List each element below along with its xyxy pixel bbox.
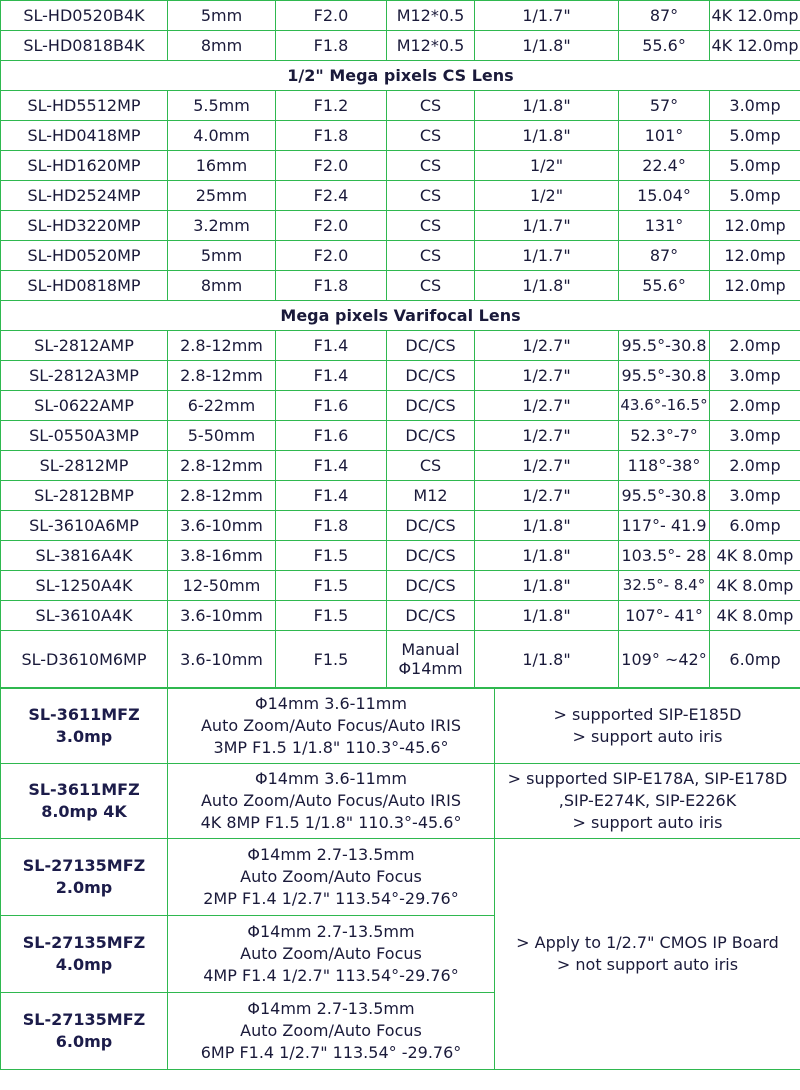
resolution-cell: 4K 8.0mp — [710, 571, 800, 601]
model-resolution: 4.0mp — [55, 955, 113, 974]
resolution-cell: 2.0mp — [710, 391, 800, 421]
model-cell: SL-HD1620MP — [1, 151, 168, 181]
model-name: SL-3611MFZ — [28, 780, 140, 799]
motorized-model-cell — [1, 916, 168, 993]
sensor-format-cell: 1/1.8" — [475, 601, 619, 631]
table-row — [1, 481, 800, 511]
model-cell: SL-HD0818B4K — [1, 31, 168, 61]
model-cell: SL-2812MP — [1, 451, 168, 481]
table-row — [1, 271, 800, 301]
focal-length-cell: 5mm — [168, 241, 276, 271]
note-line: > Apply to 1/2.7" CMOS IP Board — [516, 933, 779, 952]
resolution-cell: 6.0mp — [710, 511, 800, 541]
spec-line: Φ14mm 2.7-13.5mm — [247, 845, 415, 864]
motorized-row — [1, 689, 800, 764]
table-row — [1, 331, 800, 361]
motorized-row — [1, 839, 800, 916]
motorized-spec-cell — [168, 916, 495, 993]
model-cell: SL-0550A3MP — [1, 421, 168, 451]
aperture-cell: F2.0 — [276, 1, 387, 31]
model-cell: SL-3816A4K — [1, 541, 168, 571]
resolution-cell: 4K 8.0mp — [710, 601, 800, 631]
fov-cell: 95.5°-30.8 — [619, 331, 710, 361]
spec-line: Auto Zoom/Auto Focus — [240, 944, 422, 963]
mount-cell: CS — [387, 211, 475, 241]
fov-cell: 15.04° — [619, 181, 710, 211]
sensor-format-cell: 1/1.8" — [475, 511, 619, 541]
mount-cell: DC/CS — [387, 361, 475, 391]
fov-cell: 101° — [619, 121, 710, 151]
table-row — [1, 421, 800, 451]
fov-cell: 118°-38° — [619, 451, 710, 481]
sensor-format-cell: 1/1.8" — [475, 631, 619, 688]
spec-line: 3MP F1.5 1/1.8" 110.3°-45.6° — [213, 738, 449, 757]
fov-cell: 131° — [619, 211, 710, 241]
mount-cell: CS — [387, 151, 475, 181]
mount-cell: CS — [387, 451, 475, 481]
mount-line: Φ14mm — [398, 659, 463, 678]
resolution-cell: 12.0mp — [710, 241, 800, 271]
model-cell: SL-HD0418MP — [1, 121, 168, 151]
note-line: > support auto iris — [572, 727, 723, 746]
fov-cell: 95.5°-30.8 — [619, 361, 710, 391]
focal-length-cell: 3.8-16mm — [168, 541, 276, 571]
resolution-cell: 2.0mp — [710, 451, 800, 481]
focal-length-cell: 5mm — [168, 1, 276, 31]
focal-length-cell: 3.6-10mm — [168, 511, 276, 541]
resolution-cell: 5.0mp — [710, 121, 800, 151]
motorized-model-cell — [1, 993, 168, 1070]
fov-cell: 55.6° — [619, 31, 710, 61]
model-name: SL-27135MFZ — [22, 933, 146, 952]
spec-line: Auto Zoom/Auto Focus — [240, 867, 422, 886]
focal-length-cell: 5-50mm — [168, 421, 276, 451]
fov-cell: 32.5°- 8.4° — [619, 571, 710, 601]
model-cell: SL-0622AMP — [1, 391, 168, 421]
aperture-cell: F1.5 — [276, 541, 387, 571]
motorized-note-cell — [495, 689, 800, 764]
section-header-row — [1, 61, 800, 91]
sensor-format-cell: 1/1.8" — [475, 31, 619, 61]
mount-cell: CS — [387, 121, 475, 151]
aperture-cell: F2.0 — [276, 211, 387, 241]
table-row — [1, 631, 800, 688]
spec-line: Auto Zoom/Auto Focus — [240, 1021, 422, 1040]
aperture-cell: F1.8 — [276, 271, 387, 301]
aperture-cell: F1.4 — [276, 331, 387, 361]
motorized-lens-table — [0, 688, 800, 1070]
focal-length-cell: 3.6-10mm — [168, 631, 276, 688]
aperture-cell: F1.2 — [276, 91, 387, 121]
table-row — [1, 1, 800, 31]
note-line: > support auto iris — [572, 813, 723, 832]
motorized-model-cell — [1, 839, 168, 916]
mount-cell: DC/CS — [387, 391, 475, 421]
mount-cell: DC/CS — [387, 601, 475, 631]
resolution-cell: 3.0mp — [710, 481, 800, 511]
model-cell: SL-2812AMP — [1, 331, 168, 361]
focal-length-cell: 8mm — [168, 271, 276, 301]
table-row — [1, 31, 800, 61]
aperture-cell: F1.4 — [276, 481, 387, 511]
mount-cell: CS — [387, 241, 475, 271]
fov-cell: 87° — [619, 241, 710, 271]
fov-cell: 109° ~42° — [619, 631, 710, 688]
sensor-format-cell: 1/2" — [475, 181, 619, 211]
model-cell: SL-2812BMP — [1, 481, 168, 511]
sensor-format-cell: 1/1.7" — [475, 211, 619, 241]
model-cell: SL-2812A3MP — [1, 361, 168, 391]
sensor-format-cell: 1/2.7" — [475, 331, 619, 361]
table-row — [1, 391, 800, 421]
resolution-cell: 12.0mp — [710, 271, 800, 301]
model-cell: SL-HD5512MP — [1, 91, 168, 121]
table-row — [1, 601, 800, 631]
model-cell: SL-HD0520MP — [1, 241, 168, 271]
mount-cell: DC/CS — [387, 331, 475, 361]
motorized-spec-cell — [168, 993, 495, 1070]
table-row — [1, 121, 800, 151]
resolution-cell: 6.0mp — [710, 631, 800, 688]
spec-line: Φ14mm 3.6-11mm — [255, 694, 407, 713]
aperture-cell: F1.8 — [276, 121, 387, 151]
motorized-model-cell — [1, 689, 168, 764]
focal-length-cell: 4.0mm — [168, 121, 276, 151]
motorized-row — [1, 764, 800, 839]
focal-length-cell: 2.8-12mm — [168, 481, 276, 511]
mount-cell: DC/CS — [387, 541, 475, 571]
table-row — [1, 151, 800, 181]
resolution-cell: 5.0mp — [710, 151, 800, 181]
model-resolution: 8.0mp 4K — [41, 802, 127, 821]
aperture-cell: F2.4 — [276, 181, 387, 211]
aperture-cell: F1.5 — [276, 601, 387, 631]
fov-cell: 117°- 41.9 — [619, 511, 710, 541]
sensor-format-cell: 1/1.8" — [475, 121, 619, 151]
fov-cell: 52.3°-7° — [619, 421, 710, 451]
fov-cell: 43.6°-16.5° — [619, 391, 710, 421]
model-resolution: 2.0mp — [55, 878, 113, 897]
resolution-cell: 12.0mp — [710, 211, 800, 241]
motorized-spec-cell — [168, 764, 495, 839]
model-cell: SL-HD2524MP — [1, 181, 168, 211]
table-row — [1, 241, 800, 271]
sensor-format-cell: 1/1.8" — [475, 91, 619, 121]
mount-cell: CS — [387, 181, 475, 211]
aperture-cell: F1.5 — [276, 571, 387, 601]
aperture-cell: F1.6 — [276, 421, 387, 451]
spec-line: Φ14mm 2.7-13.5mm — [247, 922, 415, 941]
note-line: > not support auto iris — [556, 955, 739, 974]
note-line: > supported SIP-E178A, SIP-E178D ,SIP-E274K, SIP-E226K — [507, 769, 788, 810]
aperture-cell: F1.4 — [276, 361, 387, 391]
table-row — [1, 571, 800, 601]
aperture-cell: F1.8 — [276, 511, 387, 541]
focal-length-cell: 3.2mm — [168, 211, 276, 241]
spec-line: 2MP F1.4 1/2.7" 113.54°-29.76° — [203, 889, 459, 908]
model-cell: SL-3610A4K — [1, 601, 168, 631]
mount-cell: CS — [387, 271, 475, 301]
sensor-format-cell: 1/1.8" — [475, 571, 619, 601]
mount-cell: M12 — [387, 481, 475, 511]
resolution-cell: 3.0mp — [710, 91, 800, 121]
aperture-cell: F2.0 — [276, 241, 387, 271]
motorized-spec-cell — [168, 839, 495, 916]
section-header-row — [1, 301, 800, 331]
focal-length-cell: 16mm — [168, 151, 276, 181]
table-row — [1, 361, 800, 391]
table-row — [1, 451, 800, 481]
model-resolution: 6.0mp — [55, 1032, 113, 1051]
fov-cell: 95.5°-30.8 — [619, 481, 710, 511]
motorized-spec-cell — [168, 689, 495, 764]
motorized-note-cell — [495, 764, 800, 839]
resolution-cell: 3.0mp — [710, 361, 800, 391]
focal-length-cell: 25mm — [168, 181, 276, 211]
table-row — [1, 91, 800, 121]
section-title: 1/2" Mega pixels CS Lens — [1, 61, 800, 91]
sensor-format-cell: 1/2.7" — [475, 421, 619, 451]
focal-length-cell: 8mm — [168, 31, 276, 61]
mount-cell: DC/CS — [387, 511, 475, 541]
fov-cell: 55.6° — [619, 271, 710, 301]
sensor-format-cell: 1/2.7" — [475, 361, 619, 391]
section-title: Mega pixels Varifocal Lens — [1, 301, 800, 331]
resolution-cell: 5.0mp — [710, 181, 800, 211]
model-cell: SL-HD0818MP — [1, 271, 168, 301]
focal-length-cell: 3.6-10mm — [168, 601, 276, 631]
motorized-model-cell — [1, 764, 168, 839]
sensor-format-cell: 1/1.7" — [475, 1, 619, 31]
model-cell: SL-1250A4K — [1, 571, 168, 601]
focal-length-cell: 6-22mm — [168, 391, 276, 421]
mount-cell: DC/CS — [387, 421, 475, 451]
mount-cell: M12*0.5 — [387, 1, 475, 31]
focal-length-cell: 2.8-12mm — [168, 361, 276, 391]
spec-line: Auto Zoom/Auto Focus/Auto IRIS — [200, 791, 461, 810]
mount-cell: M12*0.5 — [387, 31, 475, 61]
resolution-cell: 4K 8.0mp — [710, 541, 800, 571]
focal-length-cell: 5.5mm — [168, 91, 276, 121]
model-cell: SL-D3610M6MP — [1, 631, 168, 688]
model-name: SL-27135MFZ — [22, 1010, 146, 1029]
mount-cell: DC/CS — [387, 571, 475, 601]
mount-cell: CS — [387, 91, 475, 121]
model-name: SL-3611MFZ — [28, 705, 140, 724]
model-cell: SL-3610A6MP — [1, 511, 168, 541]
sensor-format-cell: 1/2.7" — [475, 481, 619, 511]
spec-line: 4MP F1.4 1/2.7" 113.54°-29.76° — [203, 966, 459, 985]
note-line: > supported SIP-E185D — [553, 705, 742, 724]
aperture-cell: F1.6 — [276, 391, 387, 421]
sensor-format-cell: 1/2.7" — [475, 391, 619, 421]
model-resolution: 3.0mp — [55, 727, 113, 746]
mount-line: Manual — [401, 640, 460, 659]
resolution-cell: 2.0mp — [710, 331, 800, 361]
table-row — [1, 511, 800, 541]
fov-cell: 57° — [619, 91, 710, 121]
focal-length-cell: 2.8-12mm — [168, 331, 276, 361]
table-row — [1, 541, 800, 571]
model-cell: SL-HD0520B4K — [1, 1, 168, 31]
fov-cell: 107°- 41° — [619, 601, 710, 631]
sensor-format-cell: 1/2.7" — [475, 451, 619, 481]
fov-cell: 103.5°- 28 — [619, 541, 710, 571]
table-row — [1, 181, 800, 211]
focal-length-cell: 12-50mm — [168, 571, 276, 601]
sensor-format-cell: 1/2" — [475, 151, 619, 181]
resolution-cell: 3.0mp — [710, 421, 800, 451]
spec-line: 4K 8MP F1.5 1/1.8" 110.3°-45.6° — [200, 813, 462, 832]
model-name: SL-27135MFZ — [22, 856, 146, 875]
aperture-cell: F1.8 — [276, 31, 387, 61]
spec-line: 6MP F1.4 1/2.7" 113.54° -29.76° — [200, 1043, 462, 1062]
shared-note-cell — [495, 839, 800, 1070]
spec-line: Φ14mm 3.6-11mm — [255, 769, 407, 788]
sensor-format-cell: 1/1.8" — [475, 541, 619, 571]
focal-length-cell: 2.8-12mm — [168, 451, 276, 481]
fov-cell: 22.4° — [619, 151, 710, 181]
model-cell: SL-HD3220MP — [1, 211, 168, 241]
spec-line: Φ14mm 2.7-13.5mm — [247, 999, 415, 1018]
table-row — [1, 211, 800, 241]
spec-line: Auto Zoom/Auto Focus/Auto IRIS — [200, 716, 461, 735]
resolution-cell: 4K 12.0mp — [710, 1, 800, 31]
fov-cell: 87° — [619, 1, 710, 31]
sensor-format-cell: 1/1.7" — [475, 241, 619, 271]
aperture-cell: F2.0 — [276, 151, 387, 181]
aperture-cell: F1.4 — [276, 451, 387, 481]
aperture-cell: F1.5 — [276, 631, 387, 688]
mount-cell — [387, 631, 475, 688]
sensor-format-cell: 1/1.8" — [475, 271, 619, 301]
resolution-cell: 4K 12.0mp — [710, 31, 800, 61]
